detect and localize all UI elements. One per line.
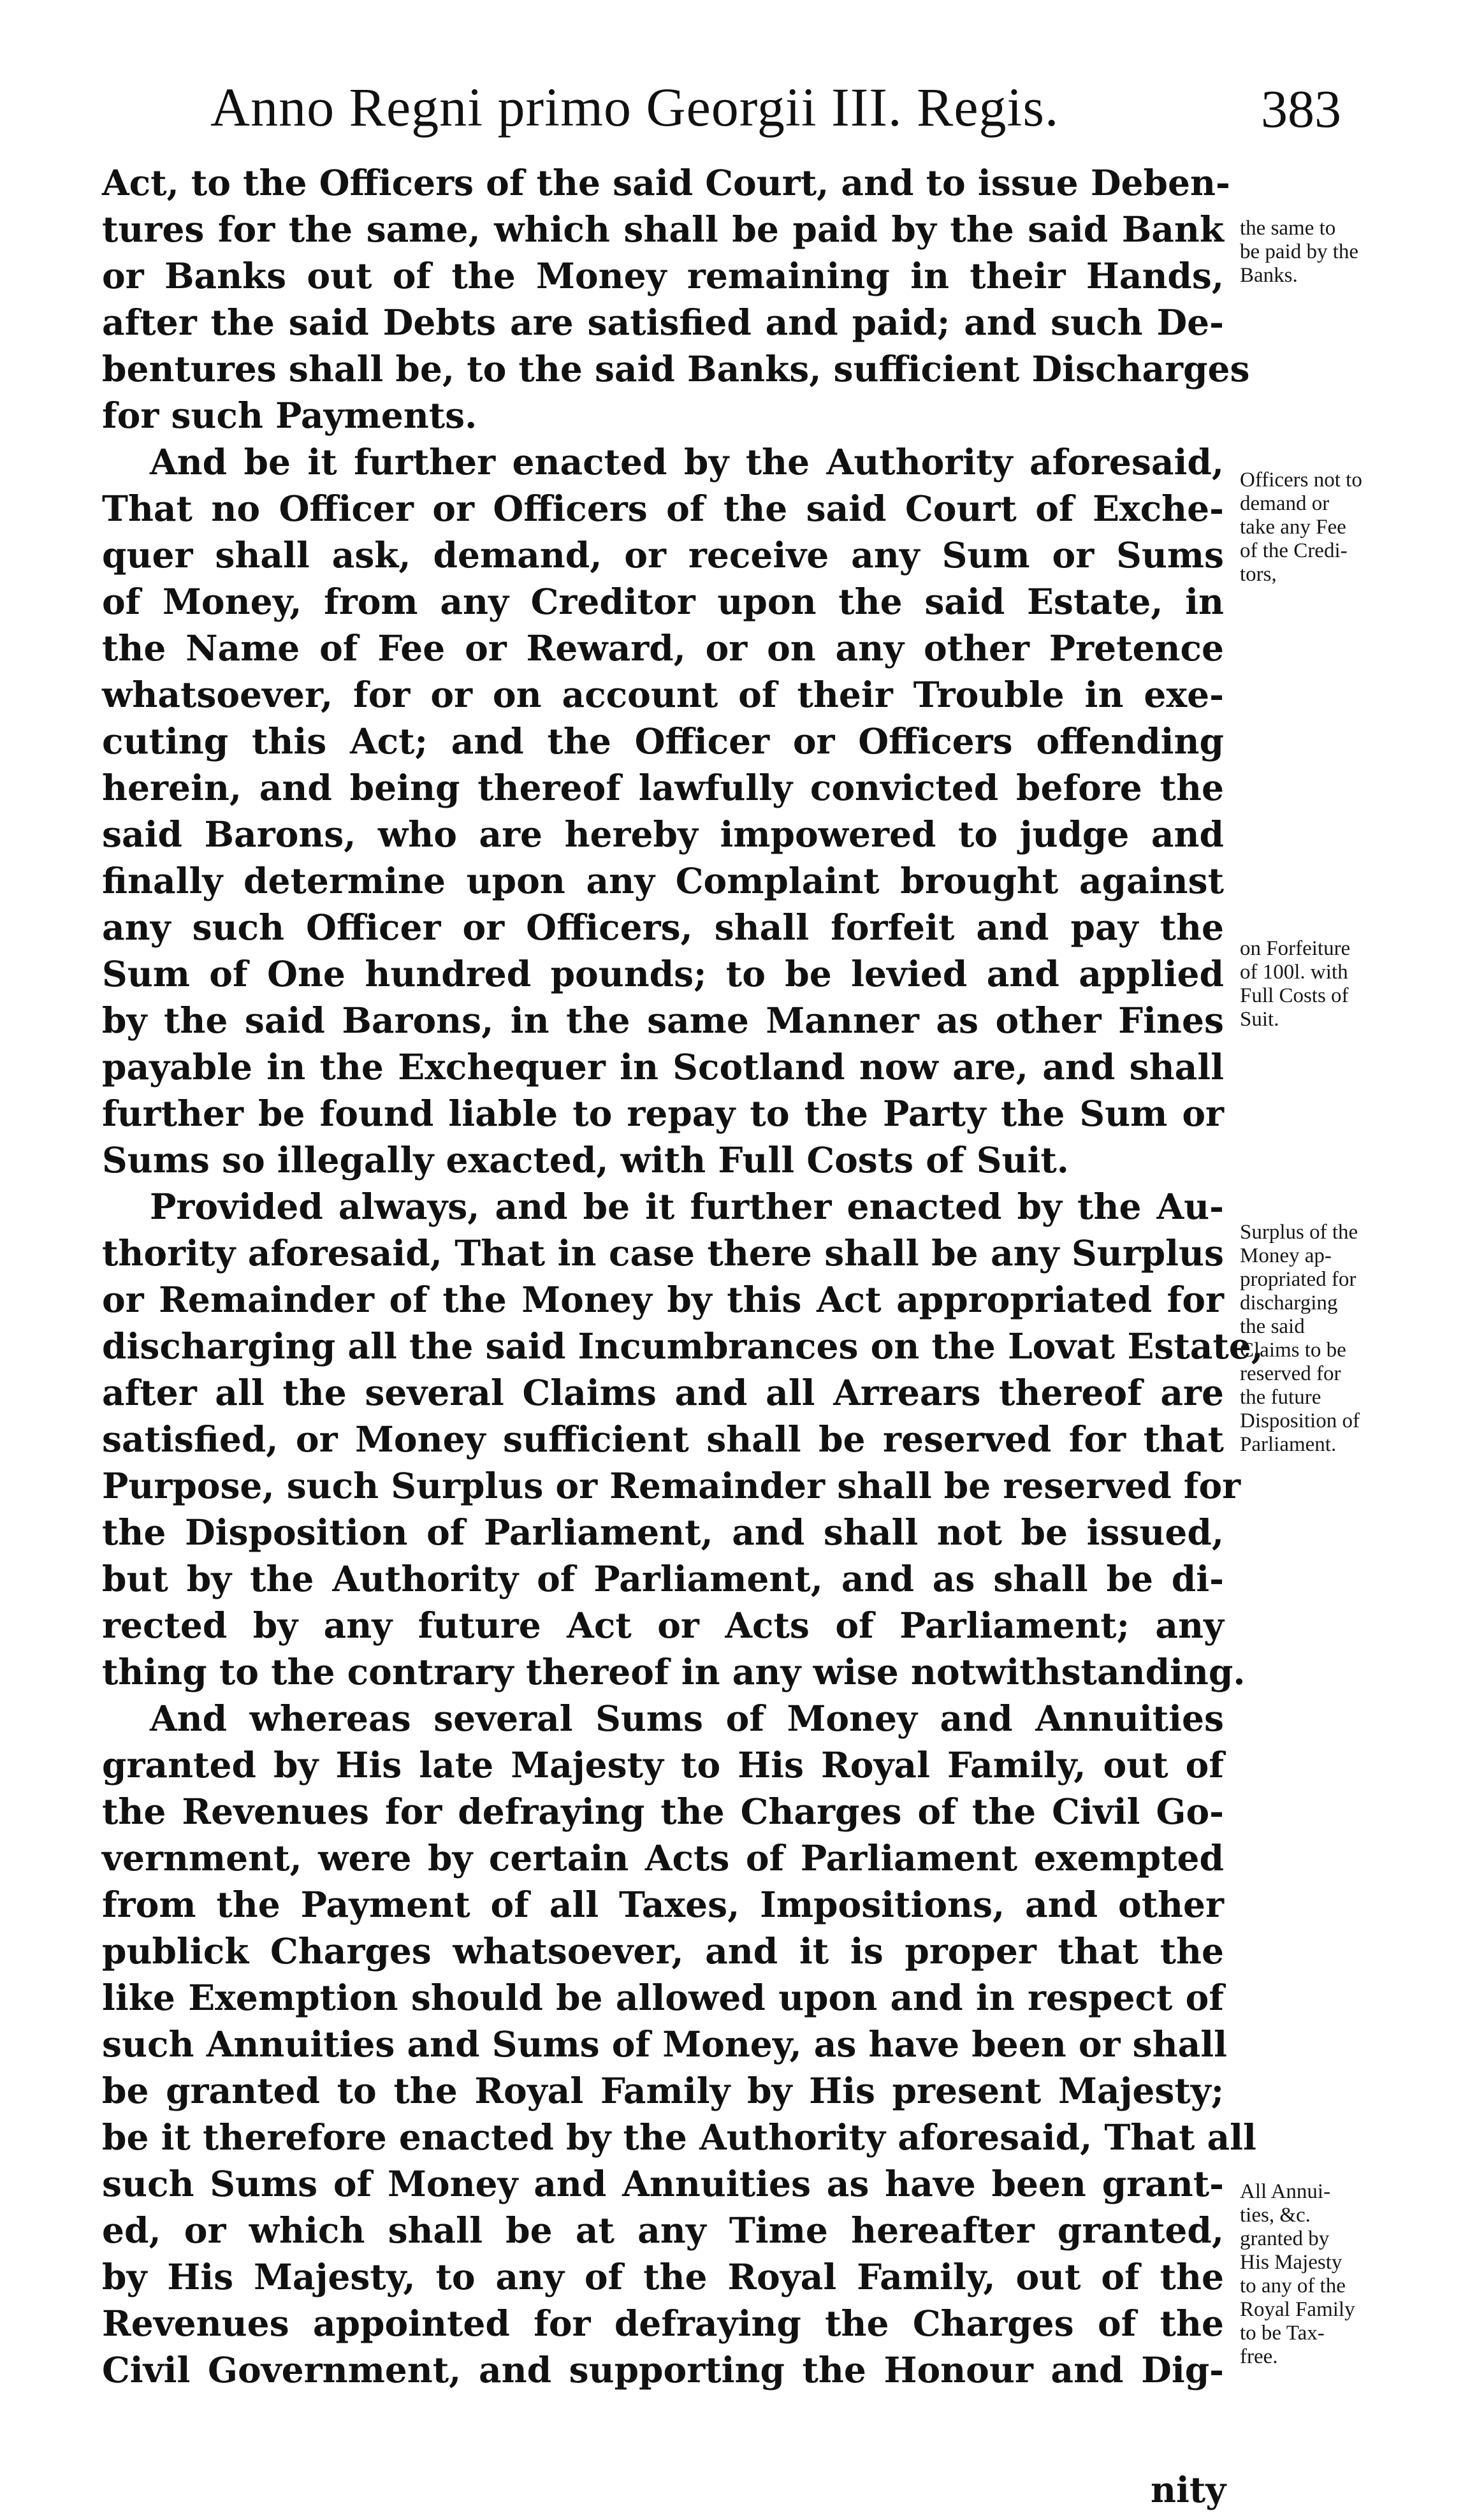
marginal-note-surplus [1240, 1221, 1476, 1457]
body-line: cuting this Act; and the Officer or Officers offending [102, 720, 1224, 762]
marginal-note-line: demand or [1240, 492, 1330, 515]
page-number: 383 [1261, 80, 1341, 139]
marginal-note-line: Officers not to [1240, 469, 1362, 491]
body-line: like Exemption should be allowed upon and in respect of [102, 1977, 1224, 2018]
body-line: be it therefore enacted by the Authority aforesaid, That all [102, 2116, 1256, 2158]
marginal-note-line: Parliament. [1240, 1433, 1337, 1456]
body-line: from the Payment of all Taxes, Impositions, and other [102, 1884, 1224, 1925]
marginal-note-line: reserved for [1240, 1362, 1341, 1385]
body-line: any such Officer or Officers, shall forfeit and pay the [102, 906, 1224, 948]
body-line: rected by any future Act or Acts of Parliament; any [102, 1605, 1224, 1646]
body-line: ed, or which shall be at any Time hereafter granted, [102, 2209, 1224, 2251]
body-line: bentures shall be, to the said Banks, sufficient Discharges [102, 348, 1250, 389]
marginal-note-line: the said [1240, 1315, 1305, 1338]
marginal-note-forfeiture [1240, 937, 1476, 1031]
body-line: Purpose, such Surplus or Remainder shall be reserved for [102, 1465, 1241, 1506]
body-line: but by the Authority of Parliament, and as shall be di- [102, 1558, 1224, 1599]
body-line: Revenues appointed for defraying the Charges of the [102, 2303, 1224, 2344]
body-line: vernment, were by certain Acts of Parliament exempted [102, 1837, 1224, 1879]
body-line: after the said Debts are satisfied and paid; and such De- [102, 302, 1224, 343]
catchword: nity [1151, 2469, 1226, 2510]
marginal-note-line: propriated for [1240, 1268, 1357, 1291]
body-line: thing to the contrary thereof in any wise notwithstanding. [102, 1651, 1246, 1692]
body-line: quer shall ask, demand, or receive any Sum or Sums [102, 534, 1224, 576]
body-line: be granted to the Royal Family by His present Majesty; [102, 2070, 1224, 2111]
marginal-note-line: to any of the [1240, 2274, 1346, 2297]
body-line: tures for the same, which shall be paid by the said Bank [102, 208, 1224, 250]
body-line: finally determine upon any Complaint brought against [102, 860, 1224, 901]
marginal-note-line: free. [1240, 2345, 1278, 2368]
marginal-note-line: be paid by the [1240, 240, 1359, 263]
marginal-note-line: granted by [1240, 2227, 1330, 2250]
body-line: by the said Barons, in the same Manner as other Fines [102, 1000, 1224, 1041]
body-line: or Banks out of the Money remaining in their Hands, [102, 255, 1224, 296]
marginal-note-line: Surplus of the [1240, 1221, 1358, 1244]
marginal-note-line: Suit. [1240, 1008, 1279, 1031]
running-title: Anno Regni primo Georgii III. Regis. [210, 76, 1059, 138]
marginal-note-line: on Forfeiture [1240, 937, 1351, 960]
marginal-note-line: Full Costs of [1240, 984, 1349, 1007]
marginal-note-line: Banks. [1240, 264, 1298, 287]
marginal-note-payment [1240, 217, 1476, 287]
body-line: the Name of Fee or Reward, or on any other Pretence [102, 627, 1224, 669]
marginal-note-line: Claims to be [1240, 1339, 1346, 1362]
body-line: Sum of One hundred pounds; to be levied and applied [102, 953, 1224, 994]
marginal-note-line: of 100l. with [1240, 961, 1348, 984]
body-line: thority aforesaid, That in case there shall be any Surplus [102, 1232, 1224, 1274]
marginal-note-line: His Majesty [1240, 2251, 1342, 2274]
marginal-note-annuities [1240, 2180, 1476, 2369]
marginal-note-line: discharging [1240, 1292, 1338, 1314]
body-line: That no Officer or Officers of the said Court of Exche- [102, 488, 1224, 529]
body-line: satisfied, or Money sufficient shall be reserved for that [102, 1418, 1224, 1460]
body-line: discharging all the said Incumbrances on the Lovat Estate, [102, 1325, 1263, 1367]
marginal-note-line: All Annui- [1240, 2180, 1331, 2203]
body-line: or Remainder of the Money by this Act appropriated for [102, 1279, 1224, 1320]
body-line: Provided always, and be it further enacted by the Au- [150, 1186, 1224, 1227]
body-line: publick Charges whatsoever, and it is proper that the [102, 1930, 1224, 1972]
body-line: for such Payments. [102, 395, 477, 436]
body-line: herein, and being thereof lawfully convicted before the [102, 767, 1224, 808]
marginal-note-line: ties, &c. [1240, 2204, 1311, 2227]
body-line: granted by His late Majesty to His Royal Family, out of [102, 1744, 1224, 1786]
body-line: whatsoever, for or on account of their Trouble in exe- [102, 674, 1224, 715]
marginal-note-line: Royal Family [1240, 2298, 1355, 2321]
marginal-note-line: the future [1240, 1386, 1321, 1409]
body-line: payable in the Exchequer in Scotland now are, and shall [102, 1046, 1224, 1088]
body-line: And be it further enacted by the Authority aforesaid, [150, 441, 1224, 483]
body-line: such Sums of Money and Annuities as have been grant- [102, 2163, 1224, 2204]
marginal-note-line: Money ap- [1240, 1244, 1332, 1267]
body-line: of Money, from any Creditor upon the said Estate, in [102, 581, 1224, 622]
body-line: such Annuities and Sums of Money, as have been or shall [102, 2023, 1228, 2065]
body-line: And whereas several Sums of Money and Annuities [150, 1698, 1224, 1739]
marginal-note-line: take any Fee [1240, 516, 1346, 539]
body-line: said Barons, who are hereby impowered to judge and [102, 813, 1224, 855]
marginal-note-line: to be Tax- [1240, 2322, 1325, 2345]
body-line: further be found liable to repay to the Party the Sum or [102, 1093, 1224, 1134]
body-line: the Disposition of Parliament, and shall not be issued, [102, 1511, 1224, 1553]
body-line: Sums so illegally exacted, with Full Costs of Suit. [102, 1139, 1069, 1181]
marginal-note-line: the same to [1240, 217, 1336, 240]
body-line: the Revenues for defraying the Charges of the Civil Go- [102, 1791, 1224, 1832]
marginal-note-line: tors, [1240, 563, 1277, 586]
marginal-note-officers-fees [1240, 469, 1476, 586]
body-line: Act, to the Officers of the said Court, and to issue Deben- [102, 162, 1230, 203]
marginal-note-line: of the Credi- [1240, 539, 1348, 562]
body-line: by His Majesty, to any of the Royal Family, out of the [102, 2256, 1224, 2297]
body-line: after all the several Claims and all Arrears thereof are [102, 1372, 1224, 1413]
body-line: Civil Government, and supporting the Honour and Dig- [102, 2349, 1224, 2391]
marginal-note-line: Disposition of [1240, 1409, 1360, 1432]
